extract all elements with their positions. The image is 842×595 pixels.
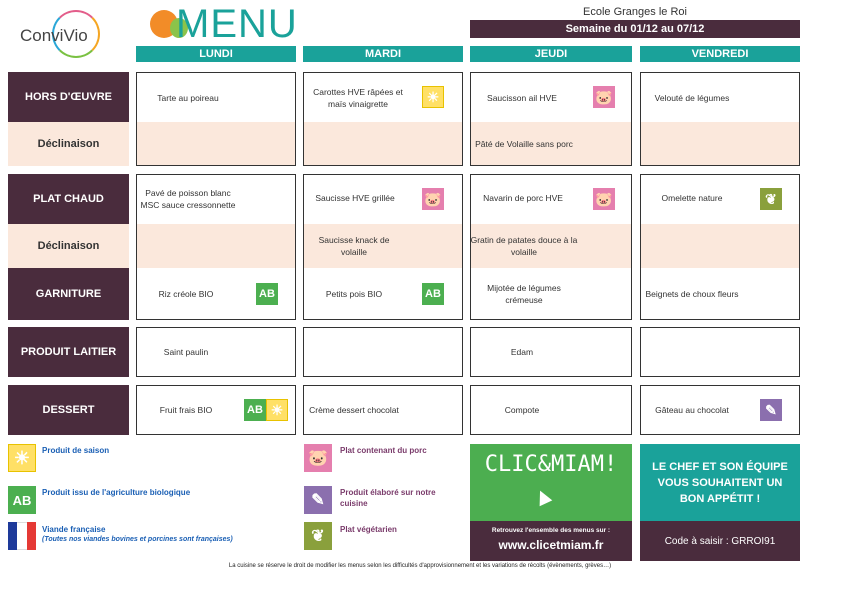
row-label-declinaison-2: Déclinaison [8,224,129,268]
legend-chef: Produit élaboré sur notre cuisine [340,488,436,508]
retrouvez-text: Retrouvez l'ensemble des menus sur : [491,527,611,534]
whisk-icon: ✎ [760,399,782,421]
cell-ho-mardi: Carottes HVE râpées et maïs vinaigrette [313,87,403,109]
declinaison-1-lundi [137,122,295,165]
clicetmiam-url[interactable]: www.clicetmiam.fr [498,538,604,552]
clicetmiam-logo: CLIC&MIAM! [484,452,618,477]
cell-dec2-jeudi: Gratin de patates douce à la volaille [470,235,578,257]
legend-francaise-note: (Toutes nos viandes bovines et porcines sont françaises) [42,536,233,543]
organic-ab-icon: AB [422,283,444,305]
legend-leaf-icon: ❦ [304,522,332,550]
cell-pc-vendredi: Omelette nature [661,193,723,203]
cell-pl-lundi: Saint paulin [163,347,209,357]
day-header-lundi: LUNDI [136,46,296,62]
legend-organic-ab-icon: AB [8,486,36,514]
day-header-mardi: MARDI [303,46,463,62]
leaf-icon: ❦ [760,188,782,210]
cell-ga-mardi: Petits pois BIO [325,289,383,299]
row-label-declinaison-1: Déclinaison [8,122,129,166]
week-range: Semaine du 01/12 au 07/12 [470,20,800,38]
cell-de-mardi: Crème dessert chocolat [309,405,399,415]
clicetmiam-banner[interactable] [470,444,632,521]
cursor-icon [534,488,553,507]
cell-dec2-mardi: Saucisse knack de volaille [318,235,390,257]
block-laitier-vendredi [640,327,800,377]
organic-ab-icon: AB [256,283,278,305]
footnote: La cuisine se réserve le droit de modifier les menus selon les difficultés d'approvisionnement et les variations de récolts (évènements, grèves…) [228,563,612,569]
cell-ho-lundi: Tarte au poireau [157,93,219,103]
cell-de-lundi: Fruit frais BIO [159,405,213,415]
row-label-plat-chaud: PLAT CHAUD [8,174,129,224]
block-laitier-mardi [303,327,463,377]
row-label-dessert: DESSERT [8,385,129,435]
day-header-jeudi: JEUDI [470,46,632,62]
cell-pc-jeudi: Navarin de porc HVE [483,193,563,203]
school-name: Ecole Granges le Roi [583,6,687,18]
chef-message: LE CHEF ET SON ÉQUIPE VOUS SOUHAITENT UN BON APPÉTIT ! [652,460,788,505]
cell-de-jeudi: Compote [504,405,540,415]
cell-pl-jeudi: Edam [510,347,534,357]
cell-ga-lundi: Riz créole BIO [158,289,214,299]
code-box [640,521,800,561]
row-label-produit-laitier: PRODUIT LAITIER [8,327,129,377]
legend-whisk-icon: ✎ [304,486,332,514]
brand-name: ConviVio [20,26,88,45]
legend-francaise: Viande française [42,525,106,534]
cell-ga-vendredi: Beignets de choux fleurs [645,289,739,299]
cell-ga-jeudi: Mijotée de légumes crémeuse [487,283,561,305]
cell-pc-lundi: Pavé de poisson blanc MSC sauce cressonnette [140,188,236,210]
legend-saison: Produit de saison [42,446,110,455]
declinaison-2-lundi [137,224,295,268]
day-header-vendredi: VENDREDI [640,46,800,62]
clicetmiam-info [470,521,632,561]
legend-french-flag-icon [8,522,36,550]
row-label-garniture: GARNITURE [8,268,129,320]
legend-porc: Plat contenant du porc [340,446,427,455]
cell-pc-mardi: Saucisse HVE grillée [315,193,395,203]
legend-vegetarien: Plat végétarien [340,525,397,534]
convivio-logo [8,8,118,64]
cell-ho-vendredi: Velouté de légumes [654,93,730,103]
chef-message-box [640,444,800,521]
declinaison-2-vendredi [641,224,799,268]
sun-icon: ☀ [422,86,444,108]
cell-ho-jeudi: Saucisson ail HVE [487,93,557,103]
pig-icon: 🐷 [422,188,444,210]
legend-sun-icon: ☀ [8,444,36,472]
legend-pig-icon: 🐷 [304,444,332,472]
sun-icon: ☀ [266,399,288,421]
organic-ab-icon: AB [244,399,266,421]
code-text: Code à saisir : GRROI91 [664,535,776,547]
row-label-hors-oeuvre: HORS D'ŒUVRE [8,72,129,122]
declinaison-1-vendredi [641,122,799,165]
cell-dec1-jeudi: Pâté de Volaille sans porc [475,139,573,149]
pig-icon: 🐷 [593,188,615,210]
menu-title: MENU [176,2,298,46]
legend-bio: Produit issu de l'agriculture biologique [42,488,191,497]
declinaison-1-mardi [304,122,462,165]
pig-icon: 🐷 [593,86,615,108]
cell-de-vendredi: Gâteau au chocolat [655,405,729,415]
